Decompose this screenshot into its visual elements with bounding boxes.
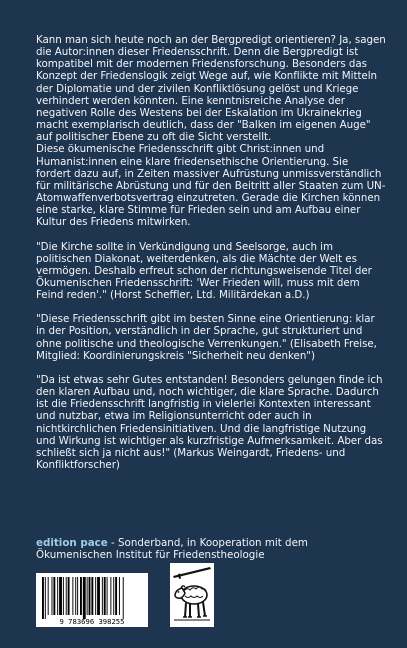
barcode-bar <box>97 577 100 615</box>
barcode-bar <box>52 577 53 615</box>
barcode-bar <box>59 577 62 615</box>
intro-paragraph-2: Diese ökumenische Friedensschrift gibt Christ:innen und Humanist:innen eine klare friedensethische Orientierung. Sie fordert dazu auf, in Zeiten massiver Aufrüstung unmissverständlich für militärische Abrüstung und für den Beitritt aller Staaten zum UN-Atomwaffenverbotsvertrag einzutreten. Gerade die Kirchen können eine starke, klare Stimme für Frieden sein und am Aufbau einer Kultur des Friedens mitwirken. <box>36 143 386 229</box>
barcode-bar <box>57 577 58 615</box>
barcode-bar <box>115 577 117 615</box>
barcode-bar <box>119 577 120 615</box>
barcode-bar <box>83 577 86 619</box>
publisher-note <box>36 537 386 561</box>
barcode-bar <box>110 577 111 615</box>
barcode-bar <box>104 577 106 615</box>
barcode-bar <box>53 577 55 615</box>
quote-freise: "Diese Friedensschrift gibt im besten Sinne eine Orientierung: klar in der Position, verständlich in der Sprache, gut strukturiert und ohne politische und theologische Verrenkungen." (Elisabeth Freise, Mitglied: Koordinierungskreis "Sicherheit neu denken") <box>36 313 377 362</box>
barcode-bar <box>80 577 82 615</box>
barcode-bar <box>87 577 88 615</box>
barcode-bar <box>75 577 76 615</box>
barcode-bar <box>102 577 103 615</box>
barcode-bars <box>42 577 124 619</box>
publisher-brand: edition pace <box>36 537 108 549</box>
barcode-bar <box>95 577 96 615</box>
publisher-text: - Sonderband, in Kooperation mit dem Ökumenischen Institut für Friedenstheologie <box>36 537 308 562</box>
quote-weingardt: "Da ist etwas sehr Gutes entstanden! Besonders gelungen finde ich den klaren Aufbau und, noch wichtiger, die klare Sprache. Dadurch ist die Friedensschrift langfristig in vielerlei Kontexten interessant und nutzbar, etwa im Religionsunterricht oder auch in nichtkirchlichen Friedensinitiativen. Und die langfristige Nutzung und Wirkung ist wichtiger als kurzfristige Aufmerksamkeit. Aber das schließt sich ja nicht aus!" (Markus Weingardt, Friedens- und Konfliktforscher) <box>36 373 383 471</box>
barcode-bar <box>72 577 73 615</box>
barcode-bar <box>68 577 70 615</box>
lamb-logo-icon <box>170 563 214 627</box>
intro-paragraph: Kann man sich heute noch an der Bergpredigt orientieren? Ja, sagen die Autor:innen dieser Friedensschrift. Denn die Bergpredigt ist kompatibel mit der modernen Friedensforschung. Besonders das Konzept der Friedenslogik zeigt Wege auf, wie Konflikte mit Mitteln der Diplomatie und der zivilen Konfliktlösung gelöst und Kriege verhindert werden könnten. Eine kenntnisreiche Analyse der negativen Rolle des Westens bei der Eskalation im Ukrainekrieg macht exemplarisch deutlich, dass der "Balken im eigenen Auge" auf politischer Ebene zu oft die Sicht verstellt. <box>36 34 386 144</box>
barcode-bar <box>113 577 114 615</box>
barcode-bar <box>89 577 91 615</box>
barcode-digits: 9 783696 398255 <box>59 617 125 626</box>
barcode-bar <box>123 577 124 619</box>
quote-scheffler: "Die Kirche sollte in Verkündigung und Seelsorge, auch im politischen Diakonat, weiterdenken, als die Mächte der Welt es vermögen. Deshalb erfreut schon der richtungsweisende Titel der Ökumenischen Friedensschrift: 'Wer Frieden will, muss mit dem Feind reden'." (Horst Scheffler, Ltd. Militärdekan a.D.) <box>36 240 372 302</box>
isbn-barcode <box>36 573 148 627</box>
barcode-bar <box>48 577 49 615</box>
barcode-bar <box>66 577 67 615</box>
barcode-bar <box>63 577 64 615</box>
back-cover-text <box>36 34 386 471</box>
barcode-bar <box>107 577 108 615</box>
barcode-bar <box>77 577 78 615</box>
barcode-bar <box>42 577 44 619</box>
barcode-bar <box>45 577 46 619</box>
barcode-bar <box>91 577 93 615</box>
